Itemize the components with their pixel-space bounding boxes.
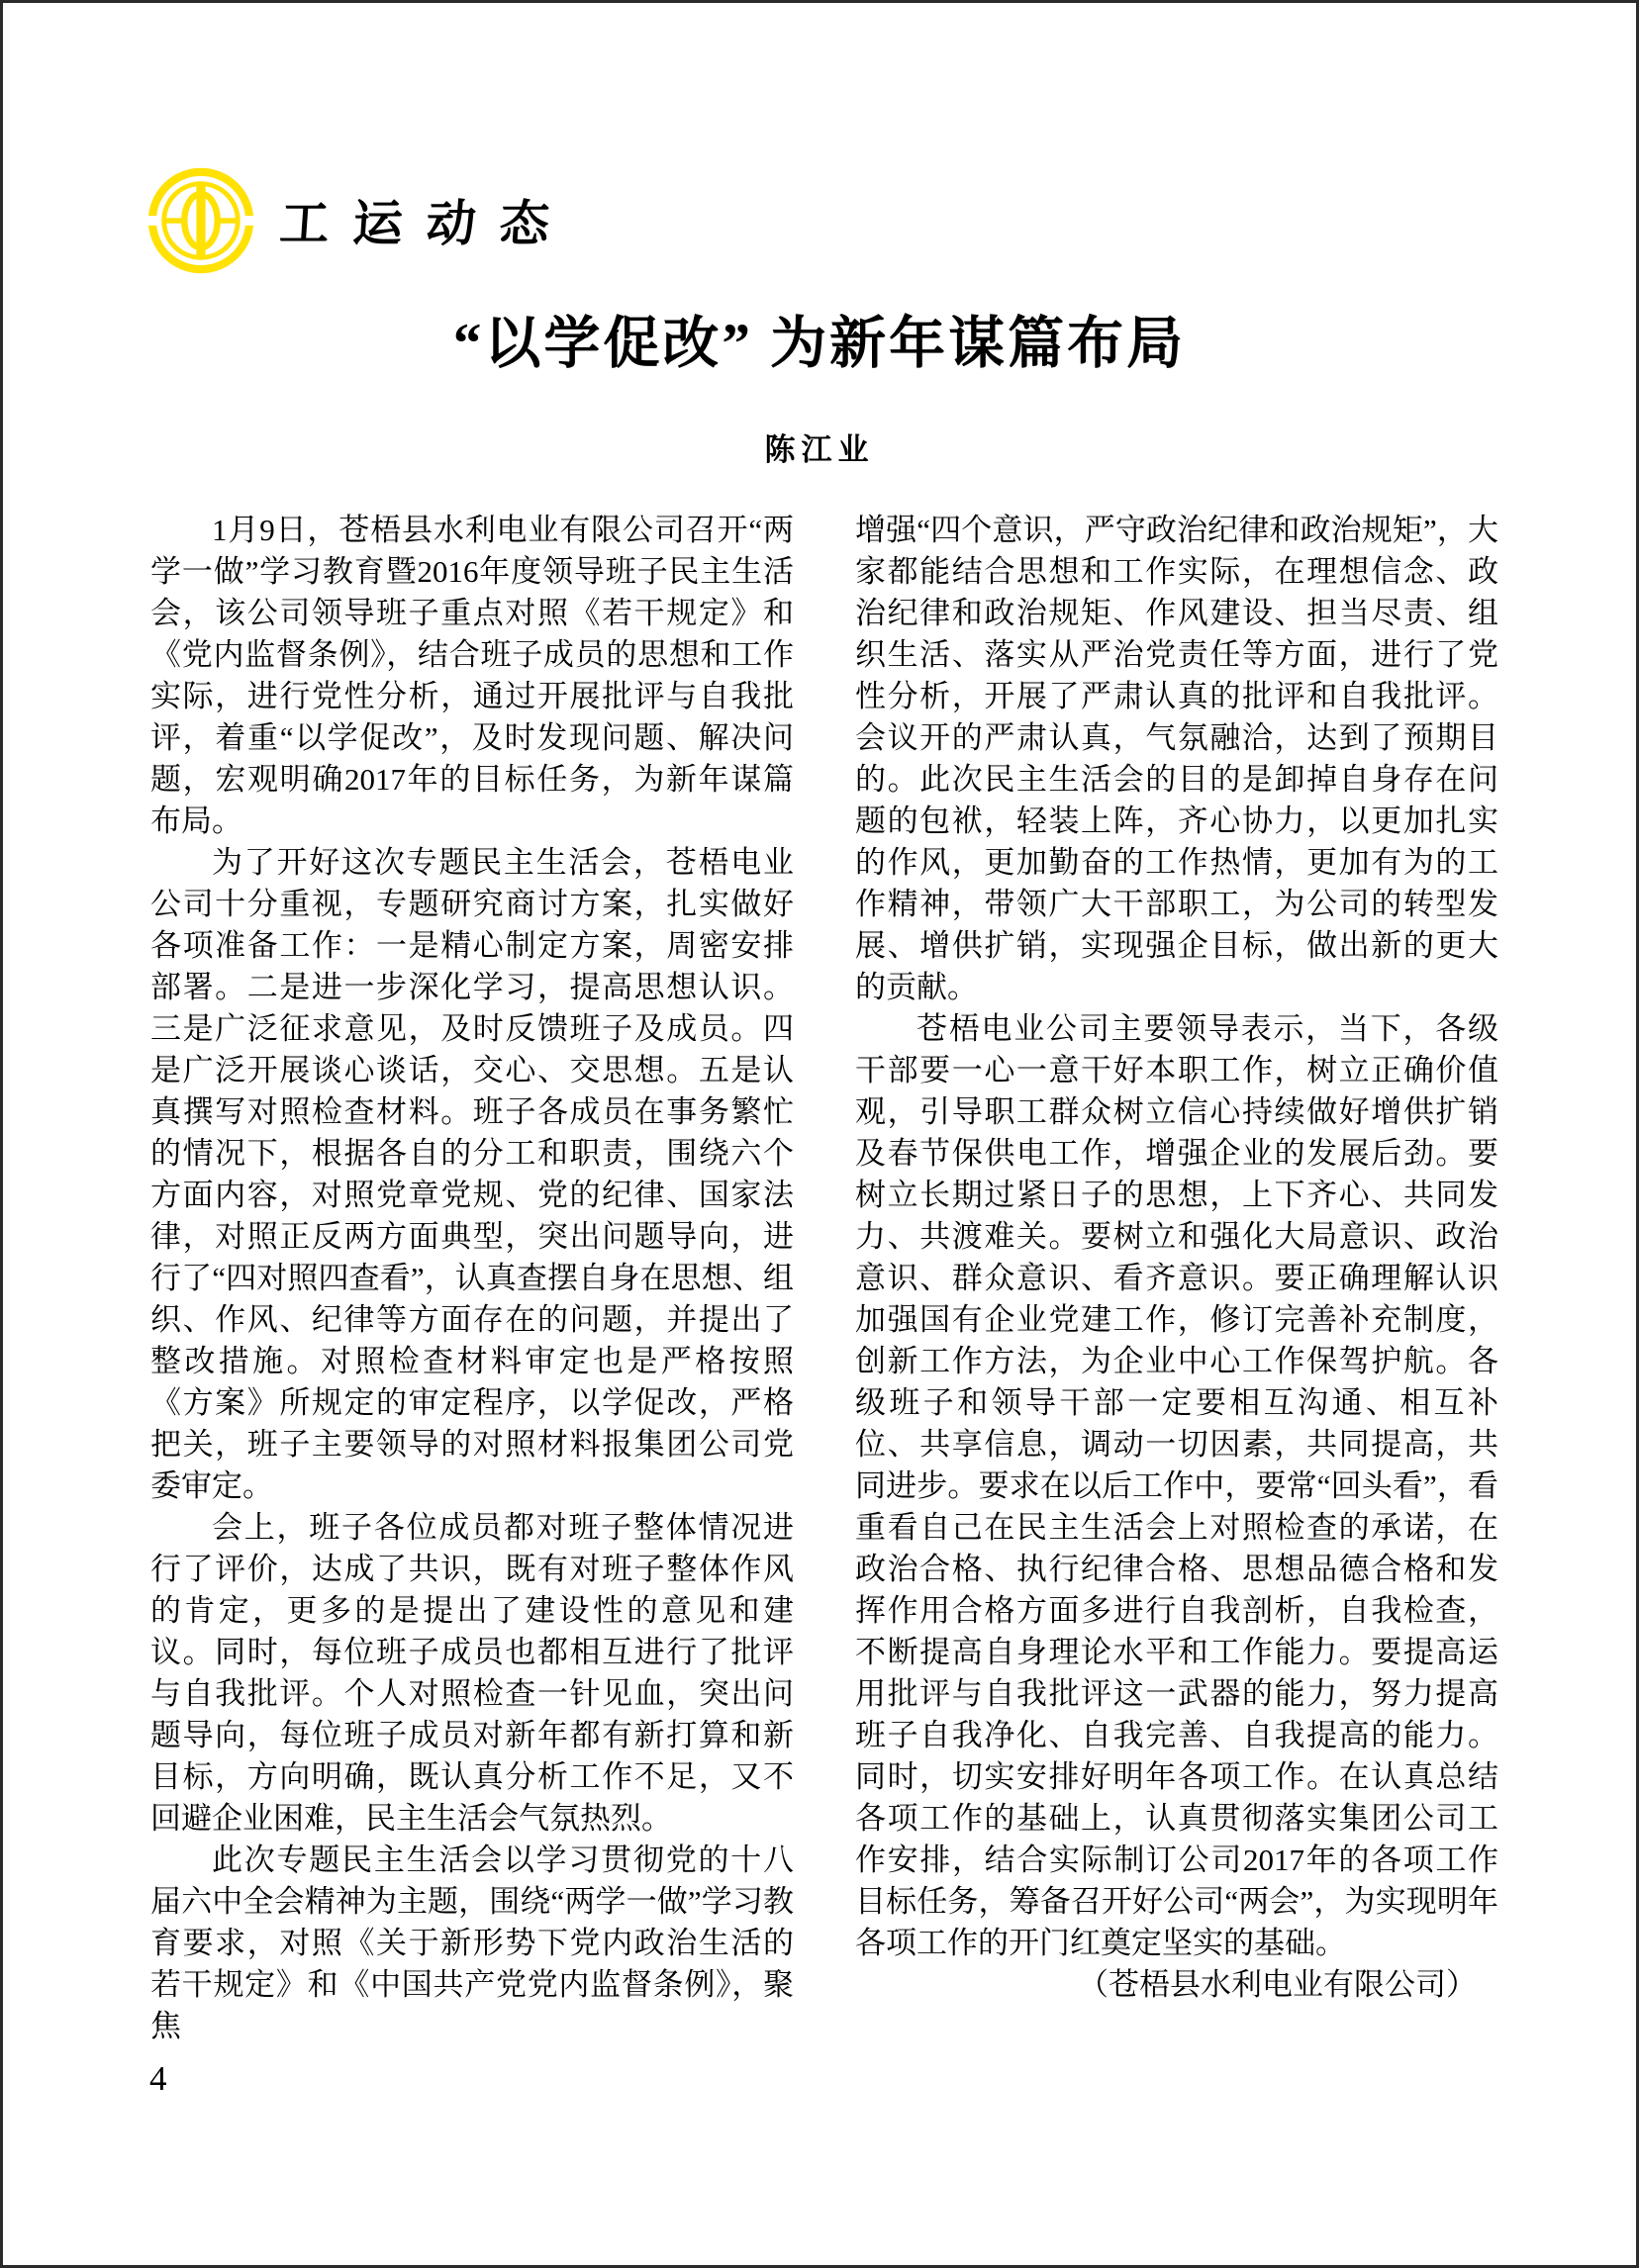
masthead bbox=[147, 166, 573, 275]
paragraph: 此次专题民主生活会以学习贯彻党的十八届六中全会精神为主题，围绕“两学一做”学习教育要求，对照《关于新形势下党内政治生活的若干规定》和《中国共产党党内监督条例》，聚焦 bbox=[150, 1843, 794, 2043]
paragraph: 会上，班子各位成员都对班子整体情况进行了评价，达成了共识，既有对班子整体作风的肯定，更多的是提出了建设性的意见和建议。同时，每位班子成员也都相互进行了批评与自我批评。个人对照检查一针见血，突出问题导向，每位班子成员对新年都有新打算和新目标，方向明确，既认真分析工作不足，又不回避企业困难，民主生活会气氛热烈。 bbox=[150, 1510, 794, 1836]
article-attribution: （苍梧县水利电业有限公司） bbox=[1078, 1967, 1477, 2002]
article-author: 陈江业 bbox=[764, 432, 875, 467]
paragraph: 1月9日，苍梧县水利电业有限公司召开“两学一做”学习教育暨2016年度领导班子民主生活会，该公司领导班子重点对照《若干规定》和《党内监督条例》，结合班子成员的思想和工作实际，进行党性分析，通过开展批评与自我批评，着重“以学促改”，及时发现问题、解决问题，宏观明确2017年的目标任务，为新年谋篇布局。 bbox=[150, 513, 794, 838]
article-right-column bbox=[855, 510, 1498, 2006]
page-number: 4 bbox=[149, 2059, 167, 2098]
paragraph: 苍梧电业公司主要领导表示，当下，各级干部要一心一意干好本职工作，树立正确价值观，引导职工群众树立信心持续做好增供扩销及春节保供电工作，增强企业的发展后劲。要树立长期过紧日子的思想，上下齐心、共同发力、共渡难关。要树立和强化大局意识、政治意识、群众意识、看齐意识。要正确理解认识加强国有企业党建工作，修订完善补充制度，创新工作方法，为企业中心工作保驾护航。各级班子和领导干部一定要相互沟通、相互补位、共享信息，调动一切因素，共同提高，共同进步。要求在以后工作中，要常“回头看”，看重看自己在民主生活会上对照检查的承诺，在政治合格、执行纪律合格、思想品德合格和发挥作用合格方面多进行自我剖析，自我检查，不断提高自身理论水平和工作能力。要提高运用批评与自我批评这一武器的能力，努力提高班子自我净化、自我完善、自我提高的能力。同时，切实安排好明年各项工作。在认真总结各项工作的基础上，认真贯彻落实集团公司工作安排，结合实际制订公司2017年的各项工作目标任务，筹备召开好公司“两会”，为实现明年各项工作的开门红奠定坚实的基础。 bbox=[855, 1011, 1498, 1960]
article-title: “以学促改” 为新年谋篇布局 bbox=[452, 313, 1187, 375]
paragraph-continuation: 增强“四个意识，严守政治纪律和政治规矩”，大家都能结合思想和工作实际，在理想信念、政治纪律和政治规矩、作风建设、担当尽责、组织生活、落实从严治党责任等方面，进行了党性分析，开展了严肃认真的批评和自我批评。会议开的严肃认真，气氛融洽，达到了预期目的。此次民主生活会的目的是卸掉自身存在问题的包袱，轻装上阵，齐心协力，以更加扎实的作风，更加勤奋的工作热情，更加有为的工作精神，带领广大干部职工，为公司的转型发展、增供扩销，实现强企目标，做出新的更大的贡献。 bbox=[855, 513, 1498, 1004]
paragraph: 为了开好这次专题民主生活会，苍梧电业公司十分重视，专题研究商讨方案，扎实做好各项准备工作：一是精心制定方案，周密安排部署。二是进一步深化学习，提高思想认识。三是广泛征求意见，及时反馈班子及成员。四是广泛开展谈心谈话，交心、交思想。五是认真撰写对照检查材料。班子各成员在事务繁忙的情况下，根据各自的分工和职责，围绕六个方面内容，对照党章党规、党的纪律、国家法律，对照正反两方面典型，突出问题导向，进行了“四对照四查看”，认真查摆自身在思想、组织、作风、纪律等方面存在的问题，并提出了整改措施。对照检查材料审定也是严格按照《方案》所规定的审定程序，以学促改，严格把关，班子主要领导的对照材料报集团公司党委审定。 bbox=[150, 845, 794, 1503]
trade-union-emblem-icon bbox=[147, 167, 254, 274]
masthead-title: 工运动态 bbox=[277, 196, 575, 251]
article-left-column bbox=[150, 510, 794, 2047]
